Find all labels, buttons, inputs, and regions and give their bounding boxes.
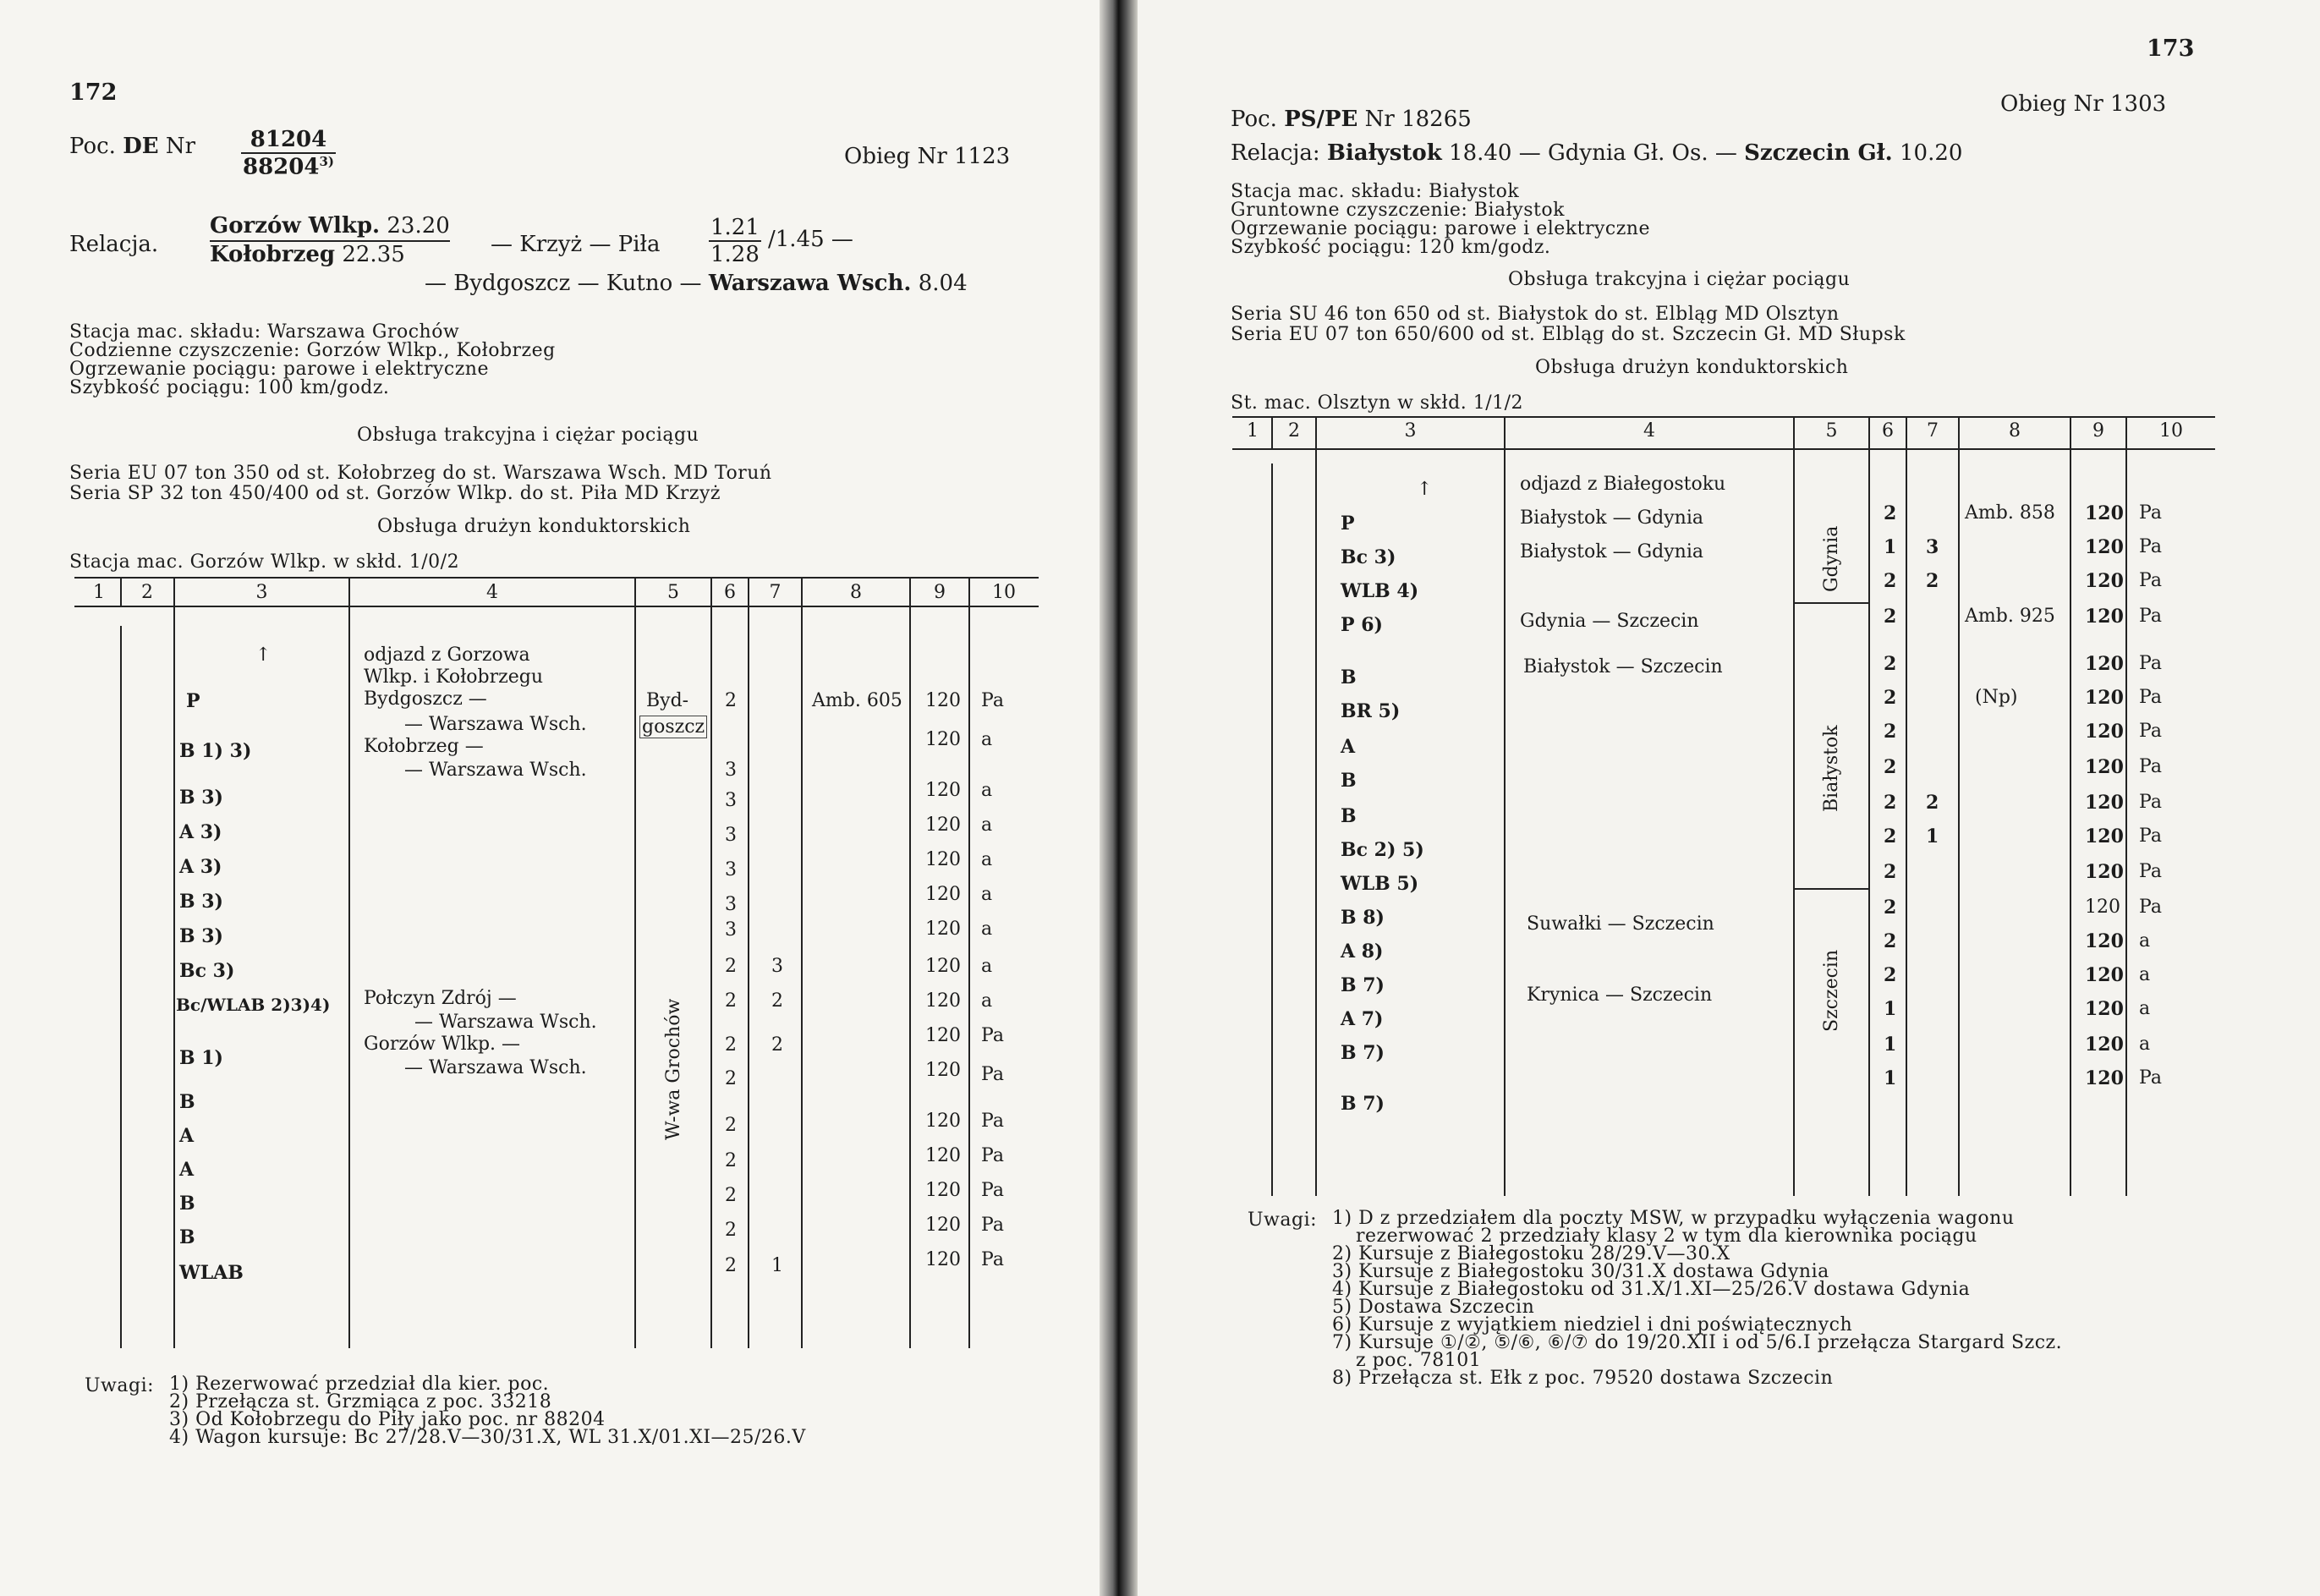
car-class: P [1341,513,1355,535]
speed-cell: 120 [2085,964,2124,986]
route-text: — Warszawa Wsch. [404,760,587,781]
depot-bydgoszcz: Byd- [646,690,689,711]
note-line: 7) Kursuje ①/②, ⑤/⑥, ⑥/⑦ do 19/20.XII i od 5/6.I przełącza Stargard Szcz. [1332,1332,2063,1353]
car-class: B 7) [1341,1042,1385,1064]
note-line: 3) Od Kołobrzegu do Piły jako poc. nr 88204 [169,1409,606,1430]
class-cell: 2 [1884,825,1897,847]
relation-line2 [425,271,968,296]
relation-label: Relacja: [1231,140,1320,166]
col-header-4: 4 [1643,420,1655,442]
relation-origins [210,213,450,267]
route-text: Białystok — Gdynia [1520,541,1703,562]
arrow-icon: ↑ [255,644,271,666]
speed-cell: 120 [925,690,961,711]
car-class: B 8) [1341,907,1385,929]
type-cell: a [981,780,993,801]
amb-cell: Amb. 925 [1965,606,2055,627]
crew-line: St. mac. Olsztyn w skłd. 1/1/2 [1231,392,1524,414]
depot-gdynia: Gdynia [1821,525,1842,592]
route-text: — Warszawa Wsch. [404,1057,587,1078]
speed-cell: 120 [2085,606,2124,628]
train-nr-label: Nr [165,134,196,159]
class-cell-7: 2 [771,1034,783,1056]
car-class: B [179,1091,195,1113]
type-cell: Pa [981,1215,1004,1236]
type-cell: Pa [2139,606,2162,627]
col-header-6: 6 [1882,420,1894,442]
speed-cell: 120 [2085,998,2124,1020]
col-header-1: 1 [1247,420,1259,442]
depot-bialystok: Białystok [1821,725,1842,812]
note-line: 8) Przełącza st. Ełk z poc. 79520 dostawa Szczecin [1332,1368,1834,1389]
type-cell: Pa [2139,653,2162,674]
speed-cell: 120 [2085,536,2124,558]
type-cell: Pa [2139,502,2162,524]
class-cell: 2 [1884,897,1897,919]
type-cell: Pa [2139,536,2162,557]
origin-gorzow: Gorzów Wlkp. [210,213,381,239]
car-class: Bc/WLAB 2)3)4) [176,995,331,1015]
note-line: 5) Dostawa Szczecin [1332,1297,1535,1318]
crew-line: Stacja mac. Gorzów Wlkp. w skłd. 1/0/2 [69,551,460,573]
class-cell: 2 [725,990,737,1012]
crew-heading: Obsługa drużyn konduktorskich [1535,357,1849,378]
col-header-5: 5 [667,582,679,603]
col-header-3: 3 [1404,420,1417,442]
class-cell: 2 [1884,930,1897,952]
class-cell: 2 [1884,653,1897,675]
car-class: WLB 4) [1341,580,1419,602]
speed-cell: 120 [925,1145,961,1166]
traction-heading: Obsługa trakcyjna i ciężar pociągu [357,425,699,446]
car-class: B 7) [1341,1093,1385,1115]
col-header-1: 1 [93,582,105,603]
traction-line: Seria EU 07 ton 350 od st. Kołobrzeg do st. Warszawa Wsch. MD Toruń [69,463,772,484]
class-cell-7: 2 [1926,570,1939,592]
type-cell: Pa [2139,861,2162,882]
traction-line: Seria EU 07 ton 650/600 od st. Elbląg do st. Szczecin Gł. MD Słupsk [1231,324,1906,345]
class-cell: 1 [1884,998,1897,1020]
train-number-fraction [241,127,336,180]
speed-cell: 120 [2085,502,2124,524]
right-page [1138,0,2320,1596]
class-cell: 2 [1884,502,1897,524]
notes-label: Uwagi: [85,1375,155,1396]
class-cell: 2 [1884,570,1897,592]
car-class: A 8) [1341,941,1384,963]
type-cell: Pa [2139,721,2162,742]
note-line: rezerwować 2 przedziały klasy 2 w tym dla kierownika pociągu [1356,1226,1977,1247]
type-cell: a [981,990,993,1012]
speed-cell: 120 [925,919,961,940]
traction-block [69,463,772,504]
type-cell: Pa [981,1111,1004,1132]
class-cell: 2 [1884,964,1897,986]
class-cell-7: 2 [1926,792,1939,814]
type-cell: Pa [2139,897,2162,918]
class-cell: 2 [1884,861,1897,883]
traction-line: Seria SU 46 ton 650 od st. Białystok do st. Elbląg MD Olsztyn [1231,304,1840,325]
info-line: Gruntowne czyszczenie: Białystok [1231,200,1565,221]
route-text: Gdynia — Szczecin [1520,611,1699,632]
route-text: Białystok — Szczecin [1523,656,1723,677]
train-type: DE [123,134,159,159]
class-cell: 1 [1884,1067,1897,1089]
car-class: B 1) 3) [179,740,252,762]
depot-szczecin: Szczecin [1821,949,1842,1032]
relation-origin: Białystok [1326,140,1442,166]
col-header-10: 10 [992,582,1016,603]
pila-arrival: 1.21 [710,215,760,240]
speed-cell: 120 [925,1111,961,1132]
class-cell: 2 [1884,606,1897,628]
car-class: A 3) [179,821,222,843]
car-class: P 6) [1341,614,1383,636]
type-cell: a [981,814,993,836]
pila-arrival-2: 1.28 [710,242,760,267]
col-header-2: 2 [141,582,153,603]
col-header-3: 3 [255,582,268,603]
car-class: B [179,1226,195,1248]
class-cell: 3 [725,825,737,846]
train-nr-top: 81204 [241,127,336,154]
col-header-7: 7 [1927,420,1939,442]
type-cell: Pa [2139,570,2162,591]
car-class: P [186,690,200,712]
col-header-4: 4 [486,582,498,603]
class-cell: 3 [725,919,737,941]
left-page [0,0,1100,1596]
class-cell: 3 [725,760,737,781]
class-cell: 2 [1884,721,1897,743]
car-class: A 3) [179,856,222,878]
class-cell-7: 1 [771,1255,783,1276]
route-text: Suwałki — Szczecin [1527,913,1714,935]
notes-label: Uwagi: [1248,1209,1318,1231]
class-cell: 2 [725,690,737,711]
type-cell: Pa [981,690,1004,711]
info-line: Szybkość pociągu: 100 km/godz. [69,377,390,398]
type-cell: Pa [2139,792,2162,813]
type-cell: Pa [981,1145,1004,1166]
class-cell: 2 [725,956,737,977]
type-cell: Pa [2139,825,2162,847]
route-text: Połczyn Zdrój — [364,988,517,1009]
relation-label: Relacja. [69,232,159,257]
info-line: Stacja mac. składu: Białystok [1231,181,1520,202]
info-line: Stacja mac. składu: Warszawa Grochów [69,321,460,343]
class-cell: 2 [725,1220,737,1241]
train-prefix: Poc. [69,134,116,159]
route-text: odjazd z Białegostoku [1520,474,1726,495]
col-header-8: 8 [2009,420,2021,442]
origin-kolobrzeg-time: 22.35 [342,242,405,267]
speed-cell: 120 [925,990,961,1012]
relation-destination: Szczecin Gł. [1744,140,1893,166]
col-header-9: 9 [2092,420,2104,442]
speed-cell: 120 [925,814,961,836]
car-class: B [1341,770,1357,792]
class-cell: 2 [725,1185,737,1206]
type-cell: Pa [2139,687,2162,708]
traction-heading: Obsługa trakcyjna i ciężar pociągu [1508,269,1851,290]
train-header [69,134,195,159]
route-text: — Warszawa Wsch. [414,1012,597,1033]
info-line: Ogrzewanie pociągu: parowe i elektryczne [1231,218,1650,239]
info-block [1231,183,1650,257]
origin-kolobrzeg: Kołobrzeg [210,242,336,267]
circuit-number: Obieg Nr 1123 [844,144,1011,169]
route-text: Kołobrzeg — [364,736,484,757]
circuit-number: Obieg Nr 1303 [2000,91,2167,117]
note-line: 2) Kursuje z Białegostoku 28/29.V—30.X [1332,1243,1730,1264]
note-line: 1) D z przedziałem dla poczty MSW, w przypadku wyłączenia wagonu [1332,1208,2015,1229]
speed-cell: 120 [2085,861,2124,883]
car-class: A [179,1159,195,1181]
route-text: Białystok — Gdynia [1520,507,1703,529]
car-class: Bc 3) [179,960,235,982]
speed-cell: 120 [2085,721,2124,743]
car-class: BR 5) [1341,700,1401,722]
type-cell: Pa [2139,756,2162,777]
speed-cell: 120 [925,1025,961,1046]
origin-time: 18.40 [1449,140,1512,166]
class-cell: 1 [1884,1034,1897,1056]
class-cell: 2 [725,1255,737,1276]
car-class: Bc 2) 5) [1341,839,1424,861]
col-header-8: 8 [850,582,862,603]
type-cell: Pa [981,1180,1004,1201]
note-line: 4) Kursuje z Białegostoku od 31.X/1.XI—25/26.V dostawa Gdynia [1332,1279,1971,1300]
car-class: B [1341,805,1357,827]
relation-via: — Bydgoszcz — Kutno — [425,271,702,296]
speed-cell: 120 [925,780,961,801]
speed-cell: 120 [2085,1034,2124,1056]
type-cell: a [981,919,993,940]
note-line: 1) Rezerwować przedział dla kier. poc. [169,1374,550,1395]
class-cell: 3 [725,894,737,915]
class-cell-7: 1 [1926,825,1939,847]
car-class: WLAB [179,1262,244,1284]
speed-cell: 120 [925,1060,961,1081]
relation-destination: Warszawa Wsch. [708,271,912,296]
pila-departure: /1.45 — [768,227,853,252]
col-header-10: 10 [2159,420,2183,442]
col-header-9: 9 [934,582,946,603]
train-type: PS/PE [1284,107,1358,132]
train-nr-sup: 3) [319,154,335,169]
car-class: B [1341,666,1357,688]
speed-cell: 120 [925,1249,961,1270]
car-class: B 3) [179,891,223,913]
speed-cell: 120 [925,729,961,750]
type-cell: a [981,729,993,750]
speed-cell: 120 [2085,792,2124,814]
train-nr-bottom: 88204 [243,154,320,180]
type-cell: Pa [2139,1067,2162,1089]
speed-cell: 120 [2085,825,2124,847]
destination-time: 10.20 [1899,140,1963,166]
class-cell: 2 [725,1034,737,1056]
class-cell: 1 [1884,536,1897,558]
car-class: B [179,1193,195,1215]
arrow-icon: ↑ [1417,479,1433,500]
class-cell: 2 [725,1115,737,1136]
depot-grochow: W-wa Grochów [663,998,684,1140]
class-cell: 2 [725,1150,737,1171]
speed-cell: 120 [2085,1067,2124,1089]
type-cell: Pa [981,1025,1004,1046]
class-cell: 2 [1884,792,1897,814]
class-cell: 2 [1884,687,1897,709]
type-cell: Pa [981,1249,1004,1270]
car-class: B 1) [179,1047,223,1069]
speed-cell: 120 [2085,897,2120,918]
page-number: 173 [2147,36,2195,62]
train-number: Nr 18265 [1364,107,1472,132]
class-cell-7: 3 [1926,536,1939,558]
type-cell: a [981,956,993,977]
col-header-5: 5 [1825,420,1838,442]
relation-line [1231,140,1962,166]
route-text: Bydgoszcz — [364,688,487,710]
speed-cell: 120 [925,849,961,870]
car-class: Bc 3) [1341,546,1396,568]
amb-cell: Amb. 605 [812,690,902,711]
col-header-7: 7 [769,582,782,603]
type-cell: a [2139,930,2151,952]
speed-cell: 120 [2085,570,2124,592]
speed-cell: 120 [925,1180,961,1201]
type-cell: a [2139,998,2151,1019]
class-cell: 3 [725,859,737,880]
type-cell: a [2139,964,2151,985]
car-class: B 3) [179,925,223,947]
notes-block [1332,1209,2062,1387]
amb-cell: (Np) [1975,687,2018,708]
destination-time: 8.04 [918,271,968,296]
traction-block [1231,304,1906,345]
train-prefix: Poc. [1231,107,1277,132]
col-header-2: 2 [1288,420,1300,442]
class-cell: 3 [725,790,737,811]
speed-cell: 120 [2085,653,2124,675]
note-line: 6) Kursuje z wyjątkiem niedziel i dni poświątecznych [1332,1314,1853,1335]
book-gutter [1100,0,1138,1596]
car-class: A [1341,736,1356,758]
route-text: — Warszawa Wsch. [404,714,587,735]
crew-heading: Obsługa drużyn konduktorskich [377,516,691,537]
route-text: Wlkp. i Kołobrzegu [364,666,544,688]
traction-line: Seria SP 32 ton 450/400 od st. Gorzów Wlkp. do st. Piła MD Krzyż [69,483,721,504]
route-text: Gorzów Wlkp. — [364,1034,521,1055]
class-cell-7: 2 [771,990,783,1012]
note-line: 2) Przełącza st. Grzmiąca z poc. 33218 [169,1391,552,1412]
car-class: WLB 5) [1341,873,1419,895]
page-number: 172 [69,80,118,106]
info-block [69,323,556,398]
note-line: 4) Wagon kursuje: Bc 27/28.V—30/31.X, WL 31.X/01.XI—25/26.V [169,1427,806,1448]
train-header [1231,107,1472,132]
type-cell: a [981,849,993,870]
relation-mid: — Gdynia Gł. Os. — [1518,140,1737,166]
speed-cell: 120 [925,956,961,977]
note-line: z poc. 78101 [1356,1350,1482,1371]
origin-gorzow-time: 23.20 [387,213,450,239]
depot-bydgoszcz-2: goszcz [639,716,707,738]
col-header-6: 6 [724,582,736,603]
class-cell-7: 3 [771,956,783,977]
relation-mid: — Krzyż — Piła [491,232,661,257]
speed-cell: 120 [2085,756,2124,778]
type-cell: Pa [981,1064,1004,1085]
note-line: 3) Kursuje z Białegostoku 30/31.X dostawa Gdynia [1332,1261,1829,1282]
pila-times [709,215,761,267]
class-cell: 2 [725,1068,737,1089]
amb-cell: Amb. 858 [1965,502,2055,524]
type-cell: a [2139,1034,2151,1055]
type-cell: a [981,884,993,905]
speed-cell: 120 [2085,930,2124,952]
speed-cell: 120 [2085,687,2124,709]
car-class: A [179,1125,195,1147]
info-line: Codzienne czyszczenie: Gorzów Wlkp., Kołobrzeg [69,340,556,361]
class-cell: 2 [1884,756,1897,778]
route-text: Krynica — Szczecin [1527,984,1713,1006]
car-class: A 7) [1341,1008,1384,1030]
info-line: Ogrzewanie pociągu: parowe i elektryczne [69,359,489,380]
speed-cell: 120 [925,1215,961,1236]
info-line: Szybkość pociągu: 120 km/godz. [1231,237,1551,258]
car-class: B 7) [1341,974,1385,996]
route-text: odjazd z Gorzowa [364,644,530,666]
speed-cell: 120 [925,884,961,905]
notes-block [169,1375,806,1446]
car-class: B 3) [179,787,223,809]
